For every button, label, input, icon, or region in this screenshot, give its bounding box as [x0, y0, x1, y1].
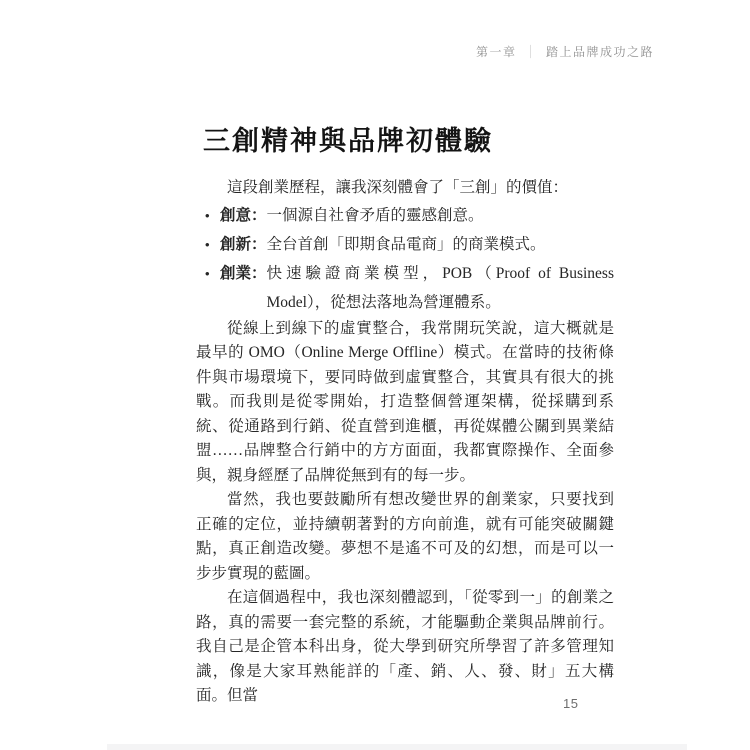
intro-paragraph: 這段創業歷程，讓我深刻體會了「三創」的價值： — [227, 179, 569, 196]
running-header — [476, 43, 654, 60]
body-paragraph: 在這個過程中，我也深刻體認到，「從零到一」的創業之路，真的需要一套完整的系統，才能驅動企業與品牌前行。我自己是企管本科出身，從大學到研究所學習了許多管理知識，像是大家耳熟能詳的「產、銷、人、發、財」五大構面。但當 — [196, 589, 614, 704]
list-term: 創新： — [220, 235, 267, 253]
body-paragraph: 從線上到線下的虛實整合，我常開玩笑說，這大概就是最早的 OMO（Online Merge Offline）模式。在當時的技術條件與市場環境下，要同時做到虛實整合，其實具有很大的挑戰。而我則是從零開始，打造整個營運架構，從採購到系統、從通路到行銷、從直營到進櫃，再從媒體公關到異業結盟……品牌整合行銷中的方方面面，我都實際操作、全面參與，親身經歷了品牌從無到有的每一步。 — [196, 319, 614, 484]
next-page-edge — [107, 744, 687, 750]
list-item — [196, 230, 614, 259]
page-content — [196, 176, 614, 709]
list-item — [196, 201, 614, 230]
three-chuang-list — [196, 201, 614, 317]
list-text: 快速驗證商業模型，POB（Proof of Business Model），從想法落地為營運體系。 — [266, 264, 614, 311]
chapter-number: 第一章 — [475, 45, 517, 59]
body-paragraph: 當然，我也要鼓勵所有想改變世界的創業家，只要找到正確的定位，並持續朝著對的方向前進，就有可能突破關鍵點，真正創造改變。夢想不是遙不可及的幻想，而是可以一步步實現的藍圖。 — [196, 491, 614, 582]
header-separator: ｜ — [524, 44, 538, 60]
list-term: 創業： — [220, 264, 267, 282]
chapter-title: 踏上品牌成功之路 — [545, 45, 654, 59]
section-title: 三創精神與品牌初體驗 — [203, 126, 493, 156]
page-number: 15 — [563, 696, 579, 711]
list-text: 全台首創「即期食品電商」的商業模式。 — [266, 235, 546, 253]
list-term: 創意： — [220, 206, 267, 224]
bullet-icon: • — [205, 236, 210, 252]
list-item — [196, 259, 614, 317]
bullet-icon: • — [205, 207, 210, 223]
list-text: 一個源自社會矛盾的靈感創意。 — [266, 206, 484, 224]
bullet-icon: • — [205, 265, 210, 281]
